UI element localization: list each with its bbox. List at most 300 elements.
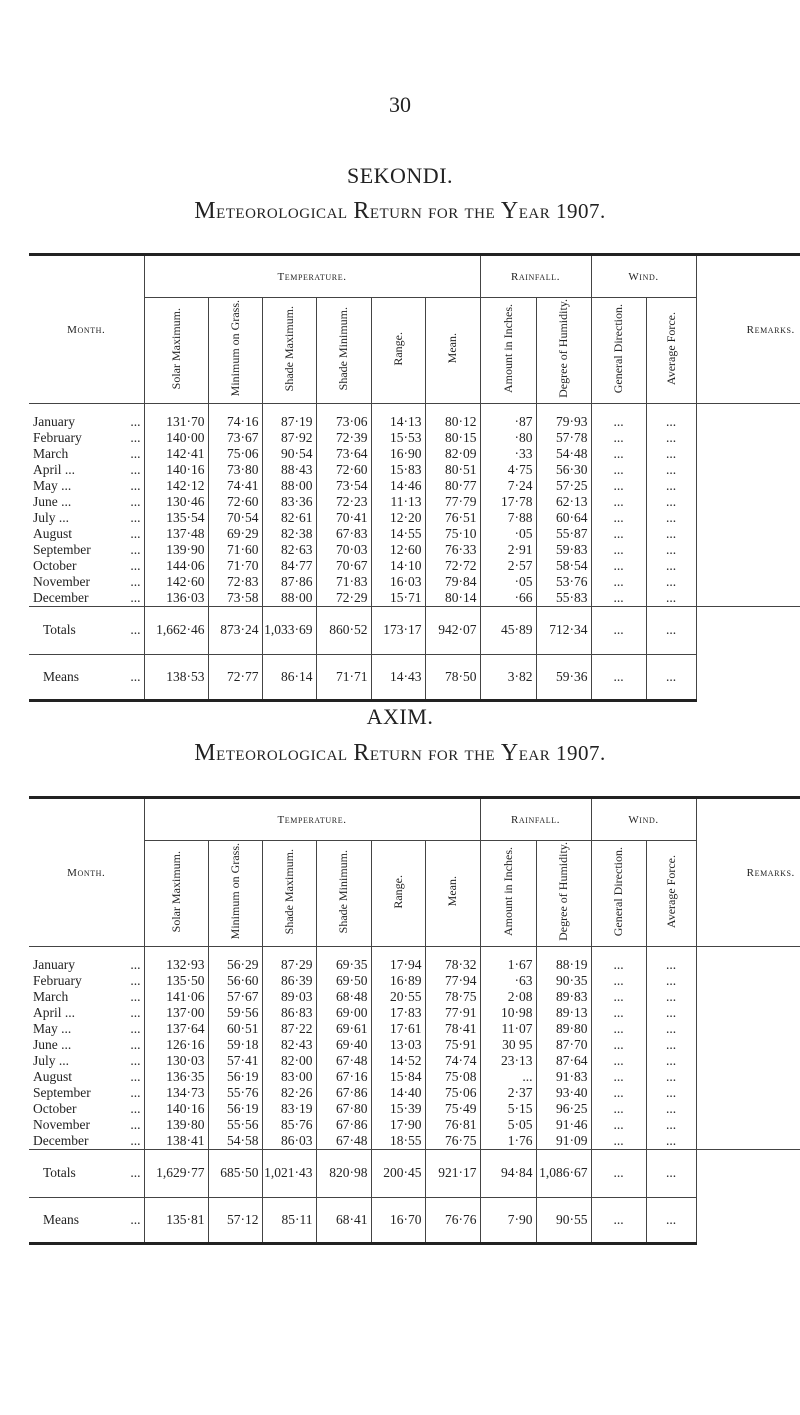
table-cell: ... bbox=[646, 1069, 696, 1085]
leader-dots: ... bbox=[130, 509, 141, 525]
month-label: February bbox=[33, 429, 82, 445]
table-cell: 134·73 bbox=[144, 1085, 208, 1101]
table-cell: ... bbox=[646, 1133, 696, 1150]
table-cell: 67·83 bbox=[316, 526, 371, 542]
table-row bbox=[29, 1021, 800, 1037]
table-cell: 80·77 bbox=[425, 478, 480, 494]
average-force-header: Average Force. bbox=[663, 854, 678, 929]
table-cell: 137·64 bbox=[144, 1021, 208, 1037]
leader-dots: ... bbox=[130, 1132, 141, 1148]
month-label: September bbox=[33, 541, 91, 557]
table-cell: 74·16 bbox=[208, 404, 262, 430]
table-cell: 75·06 bbox=[425, 1085, 480, 1101]
table-cell: 56·29 bbox=[208, 947, 262, 973]
table-cell: 72·60 bbox=[316, 462, 371, 478]
table-row bbox=[29, 1053, 800, 1069]
leader-dots: ... bbox=[130, 1116, 141, 1132]
table-cell: ... bbox=[591, 558, 646, 574]
table-cell: 138·41 bbox=[144, 1133, 208, 1150]
table-cell: 82·63 bbox=[262, 542, 316, 558]
month-label: October bbox=[33, 1100, 77, 1116]
table-cell: 55·56 bbox=[208, 1117, 262, 1133]
table-cell: 5·05 bbox=[480, 1117, 536, 1133]
table-cell: 74·74 bbox=[425, 1053, 480, 1069]
table-cell: 135·54 bbox=[144, 510, 208, 526]
table-cell: ... bbox=[591, 574, 646, 590]
table-cell: ... bbox=[591, 446, 646, 462]
table-cell: ·87 bbox=[480, 404, 536, 430]
leader-dots: ... bbox=[130, 525, 141, 541]
table-cell: ... bbox=[646, 1021, 696, 1037]
table-cell: 77·91 bbox=[425, 1005, 480, 1021]
table-cell: 142·41 bbox=[144, 446, 208, 462]
leader-dots: ... bbox=[130, 1052, 141, 1068]
totals-row: Totals ... 1,662·46 873·24 1,033·69 860·52 173·17 942·07 45·89 712·34 ... ... bbox=[29, 606, 800, 654]
table-cell: 78·41 bbox=[425, 1021, 480, 1037]
month-label: January bbox=[33, 956, 75, 972]
table-cell: 67·48 bbox=[316, 1133, 371, 1150]
table-cell: 76·33 bbox=[425, 542, 480, 558]
remarks-cell bbox=[696, 404, 800, 607]
table-cell: 72·83 bbox=[208, 574, 262, 590]
table-cell: 14·13 bbox=[371, 404, 425, 430]
table-cell: 60·51 bbox=[208, 1021, 262, 1037]
general-direction-header: General Direction. bbox=[611, 303, 625, 394]
month-label: May ... bbox=[33, 1020, 72, 1036]
return-title: Meteorological Return for the Year 1907. bbox=[194, 198, 606, 224]
table-cell: ... bbox=[646, 1101, 696, 1117]
month-label: October bbox=[33, 557, 77, 573]
table-cell: ... bbox=[591, 404, 646, 430]
table-cell: 67·86 bbox=[316, 1117, 371, 1133]
table-row bbox=[29, 1101, 800, 1117]
table-cell: ·66 bbox=[480, 590, 536, 607]
table-cell: 67·86 bbox=[316, 1085, 371, 1101]
table-cell: 23·13 bbox=[480, 1053, 536, 1069]
leader-dots: ... bbox=[130, 573, 141, 589]
table-cell: 56·19 bbox=[208, 1101, 262, 1117]
month-label: November bbox=[33, 573, 90, 589]
table-cell: ... bbox=[646, 973, 696, 989]
table-cell: 140·16 bbox=[144, 462, 208, 478]
table-row bbox=[29, 973, 800, 989]
table-cell: 140·00 bbox=[144, 430, 208, 446]
table-row bbox=[29, 478, 800, 494]
month-header: Month. bbox=[29, 255, 144, 404]
table-row bbox=[29, 558, 800, 574]
temperature-header: Temperature. bbox=[144, 798, 480, 841]
table-cell: 142·60 bbox=[144, 574, 208, 590]
month-label: September bbox=[33, 1084, 91, 1100]
table-cell: 18·55 bbox=[371, 1133, 425, 1150]
table-cell: ... bbox=[591, 542, 646, 558]
table-cell: 59·56 bbox=[208, 1005, 262, 1021]
table-cell: 69·50 bbox=[316, 973, 371, 989]
table-cell: 58·54 bbox=[536, 558, 591, 574]
month-label: July ... bbox=[33, 509, 70, 525]
table-cell: ... bbox=[646, 430, 696, 446]
meteorological-table-sekondi bbox=[29, 253, 800, 702]
page-number: 30 bbox=[389, 92, 411, 117]
table-cell: 144·06 bbox=[144, 558, 208, 574]
table-row bbox=[29, 430, 800, 446]
table-cell: ... bbox=[646, 526, 696, 542]
table-cell: 89·80 bbox=[536, 1021, 591, 1037]
leader-dots: ... bbox=[130, 1004, 141, 1020]
table-cell: 82·43 bbox=[262, 1037, 316, 1053]
table-cell: 69·61 bbox=[316, 1021, 371, 1037]
table-cell: 72·29 bbox=[316, 590, 371, 607]
table-cell: ·05 bbox=[480, 526, 536, 542]
table-cell: 69·00 bbox=[316, 1005, 371, 1021]
remarks-header: Remarks. bbox=[696, 255, 800, 404]
table-cell: 87·19 bbox=[262, 404, 316, 430]
table-cell: ... bbox=[646, 446, 696, 462]
table-cell: ... bbox=[646, 558, 696, 574]
table-cell: 83·19 bbox=[262, 1101, 316, 1117]
table-cell: 86·83 bbox=[262, 1005, 316, 1021]
table-cell: 15·71 bbox=[371, 590, 425, 607]
month-label: June ... bbox=[33, 1036, 72, 1052]
table-cell: 55·83 bbox=[536, 590, 591, 607]
shade-minimum-header: Shade Minimum. bbox=[336, 849, 350, 934]
table-cell: 77·79 bbox=[425, 494, 480, 510]
return-title: Meteorological Return for the Year 1907. bbox=[194, 740, 606, 766]
range-header: Range. bbox=[390, 331, 405, 366]
table-cell: 17·94 bbox=[371, 947, 425, 973]
table-cell: 132·93 bbox=[144, 947, 208, 973]
means-row: Means ... 135·81 57·12 85·11 68·41 16·70 76·76 7·90 90·55 ... ... bbox=[29, 1197, 800, 1243]
leader-dots: ... bbox=[130, 988, 141, 1004]
table-cell: ... bbox=[591, 1133, 646, 1150]
table-cell: 17·90 bbox=[371, 1117, 425, 1133]
month-label: December bbox=[33, 1132, 89, 1148]
table-cell: 75·91 bbox=[425, 1037, 480, 1053]
leader-dots: ... bbox=[130, 477, 141, 493]
table-cell: 89·13 bbox=[536, 1005, 591, 1021]
table-cell: ... bbox=[646, 510, 696, 526]
table-cell: ... bbox=[646, 574, 696, 590]
table-cell: 80·51 bbox=[425, 462, 480, 478]
table-cell: 60·64 bbox=[536, 510, 591, 526]
table-cell: 131·70 bbox=[144, 404, 208, 430]
table-cell: ... bbox=[591, 590, 646, 607]
month-label: December bbox=[33, 589, 89, 605]
shade-maximum-header: Shade Maximum. bbox=[281, 305, 296, 392]
table-cell: 2·57 bbox=[480, 558, 536, 574]
month-rows bbox=[29, 947, 800, 1150]
leader-dots: ... bbox=[130, 1036, 141, 1052]
solar-maximum-header: Solar Maximum. bbox=[168, 850, 183, 933]
table-cell: 2·37 bbox=[480, 1085, 536, 1101]
table-cell: 75·06 bbox=[208, 446, 262, 462]
table-cell: 73·06 bbox=[316, 404, 371, 430]
table-cell: 14·55 bbox=[371, 526, 425, 542]
station-title: SEKONDI. bbox=[346, 163, 454, 188]
month-label: March bbox=[33, 988, 69, 1004]
table-cell: 76·81 bbox=[425, 1117, 480, 1133]
table-cell: 130·03 bbox=[144, 1053, 208, 1069]
table-row bbox=[29, 462, 800, 478]
table-cell: 88·00 bbox=[262, 478, 316, 494]
table-cell: 82·26 bbox=[262, 1085, 316, 1101]
rainfall-header: Rainfall. bbox=[480, 798, 591, 841]
table-cell: ·63 bbox=[480, 973, 536, 989]
table-cell: 67·80 bbox=[316, 1101, 371, 1117]
table-cell: ... bbox=[646, 1037, 696, 1053]
table-cell: 79·93 bbox=[536, 404, 591, 430]
month-header: Month. bbox=[29, 798, 144, 947]
table-cell: ... bbox=[591, 510, 646, 526]
table-row bbox=[29, 989, 800, 1005]
table-cell: ... bbox=[591, 1085, 646, 1101]
table-cell: 73·80 bbox=[208, 462, 262, 478]
table-cell: 17·61 bbox=[371, 1021, 425, 1037]
table-cell: 84·77 bbox=[262, 558, 316, 574]
table-cell: 91·83 bbox=[536, 1069, 591, 1085]
table-cell: 140·16 bbox=[144, 1101, 208, 1117]
table-cell: 80·15 bbox=[425, 430, 480, 446]
table-cell: 79·84 bbox=[425, 574, 480, 590]
meteorological-table-axim bbox=[29, 796, 800, 1245]
mean-header: Mean. bbox=[445, 333, 459, 364]
table-cell: 62·13 bbox=[536, 494, 591, 510]
table-cell: 73·64 bbox=[316, 446, 371, 462]
range-header: Range. bbox=[390, 874, 405, 909]
table-cell: 11·07 bbox=[480, 1021, 536, 1037]
table-cell: 69·29 bbox=[208, 526, 262, 542]
table-cell: 90·35 bbox=[536, 973, 591, 989]
table-cell: 80·14 bbox=[425, 590, 480, 607]
rainfall-header: Rainfall. bbox=[480, 255, 591, 298]
table-cell: 71·83 bbox=[316, 574, 371, 590]
average-force-header: Average Force. bbox=[663, 311, 678, 386]
table-cell: 57·67 bbox=[208, 989, 262, 1005]
table-cell: 67·16 bbox=[316, 1069, 371, 1085]
temperature-header: Temperature. bbox=[144, 255, 480, 298]
general-direction-header: General Direction. bbox=[611, 846, 625, 937]
table-cell: 87·22 bbox=[262, 1021, 316, 1037]
table-cell: ... bbox=[646, 1005, 696, 1021]
table-cell: 12·60 bbox=[371, 542, 425, 558]
table-cell: 59·83 bbox=[536, 542, 591, 558]
leader-dots: ... bbox=[130, 589, 141, 605]
leader-dots: ... bbox=[130, 429, 141, 445]
amount-in-inches-header: Amount in Inches. bbox=[500, 304, 515, 393]
table-cell: 30 95 bbox=[480, 1037, 536, 1053]
table-cell: 55·76 bbox=[208, 1085, 262, 1101]
table-cell: ... bbox=[591, 1101, 646, 1117]
table-cell: ... bbox=[646, 494, 696, 510]
degree-of-humidity-header: Degree of Humidity. bbox=[556, 842, 570, 941]
table-cell: ... bbox=[646, 1053, 696, 1069]
table-cell: 1·76 bbox=[480, 1133, 536, 1150]
table-cell: 17·83 bbox=[371, 1005, 425, 1021]
table-cell: 67·48 bbox=[316, 1053, 371, 1069]
table-row bbox=[29, 404, 800, 430]
table-cell: 87·29 bbox=[262, 947, 316, 973]
table-cell: 82·00 bbox=[262, 1053, 316, 1069]
table-cell: 75·10 bbox=[425, 526, 480, 542]
table-cell: ... bbox=[646, 1117, 696, 1133]
month-label: August bbox=[33, 525, 73, 541]
table-cell: 91·09 bbox=[536, 1133, 591, 1150]
table-cell: ... bbox=[480, 1069, 536, 1085]
table-cell: 87·70 bbox=[536, 1037, 591, 1053]
table-cell: 142·12 bbox=[144, 478, 208, 494]
table-cell: ... bbox=[591, 1069, 646, 1085]
table-cell: 72·60 bbox=[208, 494, 262, 510]
table-row bbox=[29, 947, 800, 973]
shade-minimum-header: Shade Minimum. bbox=[336, 306, 350, 391]
table-cell: 130·46 bbox=[144, 494, 208, 510]
station-title: AXIM. bbox=[366, 704, 434, 729]
table-cell: 15·39 bbox=[371, 1101, 425, 1117]
leader-dots: ... bbox=[130, 461, 141, 477]
table-cell: ... bbox=[591, 462, 646, 478]
table-row bbox=[29, 1133, 800, 1150]
leader-dots: ... bbox=[130, 493, 141, 509]
table-row bbox=[29, 574, 800, 590]
table-cell: ... bbox=[591, 526, 646, 542]
table-cell: 7·24 bbox=[480, 478, 536, 494]
month-label: August bbox=[33, 1068, 73, 1084]
month-label: March bbox=[33, 445, 69, 461]
table-cell: 69·35 bbox=[316, 947, 371, 973]
table-cell: 78·75 bbox=[425, 989, 480, 1005]
table-cell: 73·54 bbox=[316, 478, 371, 494]
month-label: July ... bbox=[33, 1052, 70, 1068]
table-cell: 76·75 bbox=[425, 1133, 480, 1150]
table-cell: ... bbox=[646, 462, 696, 478]
table-cell: 75·08 bbox=[425, 1069, 480, 1085]
minimum-on-grass-header: Minimum on Grass. bbox=[227, 843, 242, 940]
month-label: April ... bbox=[33, 1004, 75, 1020]
table-cell: ·05 bbox=[480, 574, 536, 590]
table-cell: 14·52 bbox=[371, 1053, 425, 1069]
table-cell: 82·38 bbox=[262, 526, 316, 542]
leader-dots: ... bbox=[130, 445, 141, 461]
table-cell: 83·00 bbox=[262, 1069, 316, 1085]
table-cell: 70·03 bbox=[316, 542, 371, 558]
totals-row: Totals ... 1,629·77 685·50 1,021·43 820·98 200·45 921·17 94·84 1,086·67 ... ... bbox=[29, 1149, 800, 1197]
table-cell: 76·51 bbox=[425, 510, 480, 526]
shade-maximum-header: Shade Maximum. bbox=[281, 848, 296, 935]
table-cell: 68·48 bbox=[316, 989, 371, 1005]
table-cell: 11·13 bbox=[371, 494, 425, 510]
table-cell: 13·03 bbox=[371, 1037, 425, 1053]
table-cell: 91·46 bbox=[536, 1117, 591, 1133]
table-cell: ... bbox=[591, 494, 646, 510]
month-label: April ... bbox=[33, 461, 75, 477]
table-cell: 57·41 bbox=[208, 1053, 262, 1069]
table-cell: 88·19 bbox=[536, 947, 591, 973]
table-cell: ·33 bbox=[480, 446, 536, 462]
month-label: February bbox=[33, 972, 82, 988]
table-cell: 137·48 bbox=[144, 526, 208, 542]
table-cell: 78·32 bbox=[425, 947, 480, 973]
table-cell: ... bbox=[646, 989, 696, 1005]
table-cell: 85·76 bbox=[262, 1117, 316, 1133]
table-cell: 57·25 bbox=[536, 478, 591, 494]
table-cell: 88·00 bbox=[262, 590, 316, 607]
table-row bbox=[29, 494, 800, 510]
wind-header: Wind. bbox=[591, 798, 696, 841]
table-cell: 72·23 bbox=[316, 494, 371, 510]
month-rows bbox=[29, 404, 800, 607]
table-row bbox=[29, 1037, 800, 1053]
leader-dots: ... bbox=[130, 413, 141, 429]
table-cell: 73·58 bbox=[208, 590, 262, 607]
table-cell: 7·88 bbox=[480, 510, 536, 526]
mean-header: Mean. bbox=[445, 876, 459, 907]
table-cell: 70·41 bbox=[316, 510, 371, 526]
table-cell: 136·03 bbox=[144, 590, 208, 607]
leader-dots: ... bbox=[130, 972, 141, 988]
means-row: Means ... 138·53 72·77 86·14 71·71 14·43 78·50 3·82 59·36 ... ... bbox=[29, 654, 800, 700]
table-row bbox=[29, 590, 800, 607]
table-cell: 82·09 bbox=[425, 446, 480, 462]
leader-dots: ... bbox=[130, 1020, 141, 1036]
table-cell: 86·03 bbox=[262, 1133, 316, 1150]
table-cell: 1·67 bbox=[480, 947, 536, 973]
table-row bbox=[29, 1117, 800, 1133]
table-cell: ... bbox=[646, 478, 696, 494]
leader-dots: ... bbox=[130, 557, 141, 573]
table-cell: 87·64 bbox=[536, 1053, 591, 1069]
month-label: May ... bbox=[33, 477, 72, 493]
table-cell: 14·10 bbox=[371, 558, 425, 574]
table-cell: ... bbox=[591, 430, 646, 446]
minimum-on-grass-header: Minimum on Grass. bbox=[227, 300, 242, 397]
table-cell: 69·40 bbox=[316, 1037, 371, 1053]
table-cell: 17·78 bbox=[480, 494, 536, 510]
table-cell: ... bbox=[591, 478, 646, 494]
table-cell: 15·53 bbox=[371, 430, 425, 446]
table-cell: 14·46 bbox=[371, 478, 425, 494]
table-cell: 56·60 bbox=[208, 973, 262, 989]
month-label: January bbox=[33, 413, 75, 429]
table-cell: 4·75 bbox=[480, 462, 536, 478]
table-cell: ·80 bbox=[480, 430, 536, 446]
table-cell: ... bbox=[591, 947, 646, 973]
month-label: June ... bbox=[33, 493, 72, 509]
table-cell: 59·18 bbox=[208, 1037, 262, 1053]
table-cell: 137·00 bbox=[144, 1005, 208, 1021]
table-row bbox=[29, 1005, 800, 1021]
table-cell: 139·80 bbox=[144, 1117, 208, 1133]
table-cell: 80·12 bbox=[425, 404, 480, 430]
table-cell: 56·30 bbox=[536, 462, 591, 478]
table-cell: 5·15 bbox=[480, 1101, 536, 1117]
table-cell: 74·41 bbox=[208, 478, 262, 494]
table-cell: 71·70 bbox=[208, 558, 262, 574]
table-cell: 75·49 bbox=[425, 1101, 480, 1117]
table-cell: 20·55 bbox=[371, 989, 425, 1005]
table-cell: 96·25 bbox=[536, 1101, 591, 1117]
table-cell: ... bbox=[646, 542, 696, 558]
table-cell: ... bbox=[591, 1053, 646, 1069]
table-cell: ... bbox=[646, 1085, 696, 1101]
table-cell: 88·43 bbox=[262, 462, 316, 478]
table-cell: 53·76 bbox=[536, 574, 591, 590]
table-cell: 93·40 bbox=[536, 1085, 591, 1101]
table-cell: 126·16 bbox=[144, 1037, 208, 1053]
leader-dots: ... bbox=[130, 956, 141, 972]
table-cell: 135·50 bbox=[144, 973, 208, 989]
table-cell: 89·83 bbox=[536, 989, 591, 1005]
table-cell: 14·40 bbox=[371, 1085, 425, 1101]
